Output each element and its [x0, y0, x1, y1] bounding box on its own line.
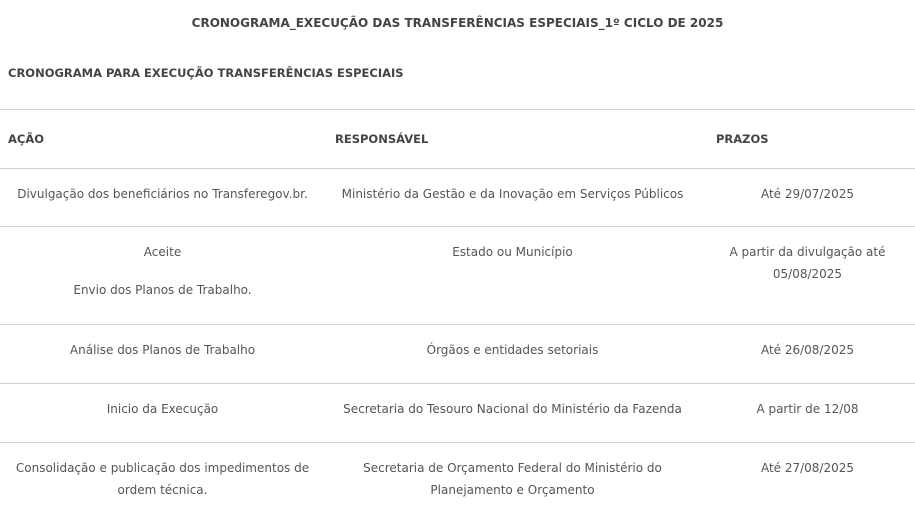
- cell-acao: [0, 443, 325, 513]
- cell-prazo: Até 29/07/2025: [700, 169, 915, 227]
- cell-responsavel: [325, 443, 700, 513]
- header-acao: AÇÃO: [0, 110, 325, 169]
- document-title: CRONOGRAMA_EXECUÇÃO DAS TRANSFERÊNCIAS ESPECIAIS_1º CICLO DE 2025: [0, 16, 915, 30]
- header-prazos: PRAZOS: [700, 110, 915, 169]
- cell-acao: Inicio da Execução: [0, 384, 325, 443]
- cell-responsavel-line: Planejamento e Orçamento: [331, 479, 694, 501]
- cell-prazo: Até 26/08/2025: [700, 325, 915, 384]
- table-row: [0, 227, 915, 325]
- header-row: [0, 110, 915, 169]
- cell-responsavel: Órgãos e entidades setoriais: [325, 325, 700, 384]
- cell-responsavel: Estado ou Município: [325, 227, 700, 325]
- cell-prazo-line: 05/08/2025: [706, 263, 909, 285]
- table-row: [0, 443, 915, 513]
- cell-responsavel: Ministério da Gestão e da Inovação em Serviços Públicos: [325, 169, 700, 227]
- table-row: [0, 384, 915, 443]
- schedule-table: [0, 109, 915, 513]
- cell-acao-line: Envio dos Planos de Trabalho.: [6, 279, 319, 301]
- table-row: [0, 325, 915, 384]
- cell-acao-line: Consolidação e publicação dos impedimentos de: [6, 457, 319, 479]
- cell-prazo: Até 27/08/2025: [700, 443, 915, 513]
- cell-acao: Análise dos Planos de Trabalho: [0, 325, 325, 384]
- table-row: [0, 169, 915, 227]
- cell-responsavel: Secretaria do Tesouro Nacional do Ministério da Fazenda: [325, 384, 700, 443]
- table-caption: CRONOGRAMA PARA EXECUÇÃO TRANSFERÊNCIAS ESPECIAIS: [8, 66, 404, 80]
- cell-prazo: [700, 227, 915, 325]
- cell-spacer: [6, 263, 319, 279]
- table-header: [0, 110, 915, 169]
- cell-acao-line: ordem técnica.: [6, 479, 319, 501]
- cell-acao: [0, 227, 325, 325]
- cell-prazo: A partir de 12/08: [700, 384, 915, 443]
- cell-acao: Divulgação dos beneficiários no Transferegov.br.: [0, 169, 325, 227]
- cell-acao-line: Aceite: [6, 241, 319, 263]
- table-body: [0, 169, 915, 513]
- cell-responsavel-line: Secretaria de Orçamento Federal do Ministério do: [331, 457, 694, 479]
- cell-prazo-line: A partir da divulgação até: [706, 241, 909, 263]
- header-responsavel: RESPONSÁVEL: [325, 110, 700, 169]
